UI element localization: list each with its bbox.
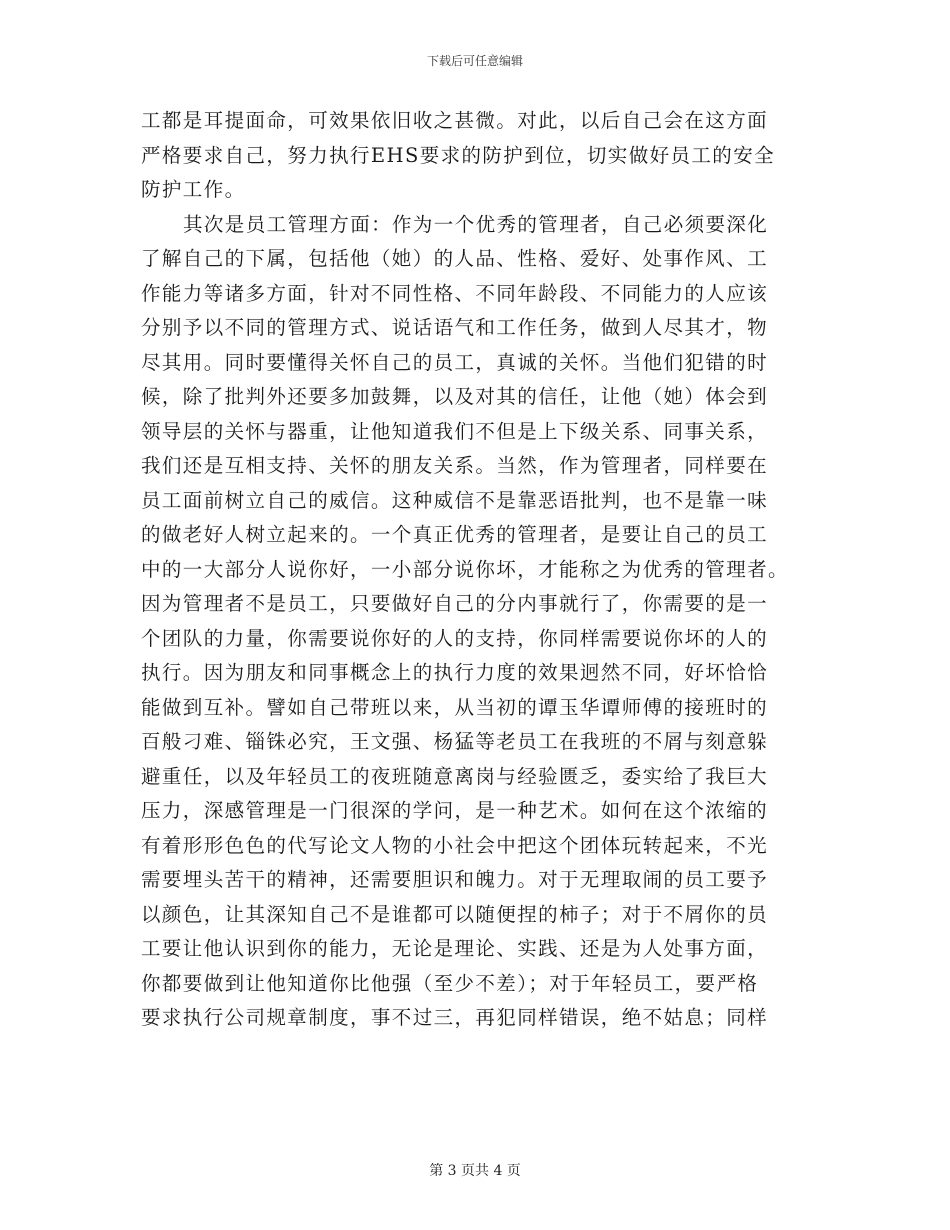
text-line: 工要让他认识到你的能力，无论是理论、实践、还是为人处事方面， [141,937,769,960]
text-line: 员工面前树立自己的威信。这种威信不是靠恶语批判，也不是靠一味 [141,488,769,512]
page-footer: 第 3 页共 4 页 [429,1163,521,1179]
text-line: 能做到互补。譬如自己带班以来，从当初的谭玉华谭师傅的接班时的 [141,695,769,719]
text-line: 的做老好人树立起来的。一个真正优秀的管理者，是要让自己的员工 [141,523,769,546]
paragraph-start-line: 其次是员工管理方面：作为一个优秀的管理者，自己必须要深化 [183,212,769,236]
text-line: 防护工作。 [141,178,246,201]
text-line: 作能力等诸多方面，针对不同性格、不同年龄段、不同能力的人应该 [141,281,769,305]
text-line: 需要埋头苦干的精神，还需要胆识和魄力。对于无理取闹的员工要予 [141,868,769,891]
page-header: 下载后可任意编辑 [426,54,523,68]
text-line: 避重任，以及年轻员工的夜班随意离岗与经验匮乏，委实给了我巨大 [141,764,769,788]
text-line: 领导层的关怀与器重，让他知道我们不但是上下级关系、同事关系， [141,419,769,443]
text-line: 中的一大部分人说你好，一小部分说你坏，才能称之为优秀的管理者。 [141,557,789,581]
text-line: 以颜色，让其深知自己不是谁都可以随便捏的柿子；对于不屑你的员 [141,902,769,926]
text-line: 个团队的力量，你需要说你好的人的支持，你同样需要说你坏的人的 [141,626,769,650]
text-line: 因为管理者不是员工，只要做好自己的分内事就行了，你需要的是一 [141,592,769,615]
text-line: 分别予以不同的管理方式、说话语气和工作任务，做到人尽其才，物 [141,316,769,339]
text-line: 要求执行公司规章制度，事不过三，再犯同样错误，绝不姑息；同样 [141,1006,769,1029]
text-line: 有着形形色色的代写论文人物的小社会中把这个团体玩转起来，不光 [141,833,769,857]
text-line: 严格要求自己，努力执行EHS要求的防护到位，切实做好员工的安全 [141,143,775,167]
body-text [141,104,821,1036]
text-line: 工都是耳提面命，可效果依旧收之甚微。对此，以后自己会在这方面 [141,109,769,132]
text-line: 压力，深感管理是一门很深的学问，是一种艺术。如何在这个浓缩的 [141,799,769,822]
text-line: 执行。因为朋友和同事概念上的执行力度的效果迥然不同，好坏恰恰 [141,661,769,684]
text-line: 尽其用。同时要懂得关怀自己的员工，真诚的关怀。当他们犯错的时 [141,350,769,374]
text-line: 候，除了批判外还要多加鼓舞，以及对其的信任，让他（她）体会到 [141,385,769,408]
text-line: 你都要做到让他知道你比他强（至少不差）；对于年轻员工，要严格 [141,971,759,995]
text-line: 我们还是互相支持、关怀的朋友关系。当然，作为管理者，同样要在 [141,454,769,477]
text-line: 了解自己的下属，包括他（她）的人品、性格、爱好、处事作风、工 [141,247,769,270]
text-line: 百般刁难、锱铢必究，王文强、杨猛等老员工在我班的不屑与刻意躲 [141,730,769,753]
